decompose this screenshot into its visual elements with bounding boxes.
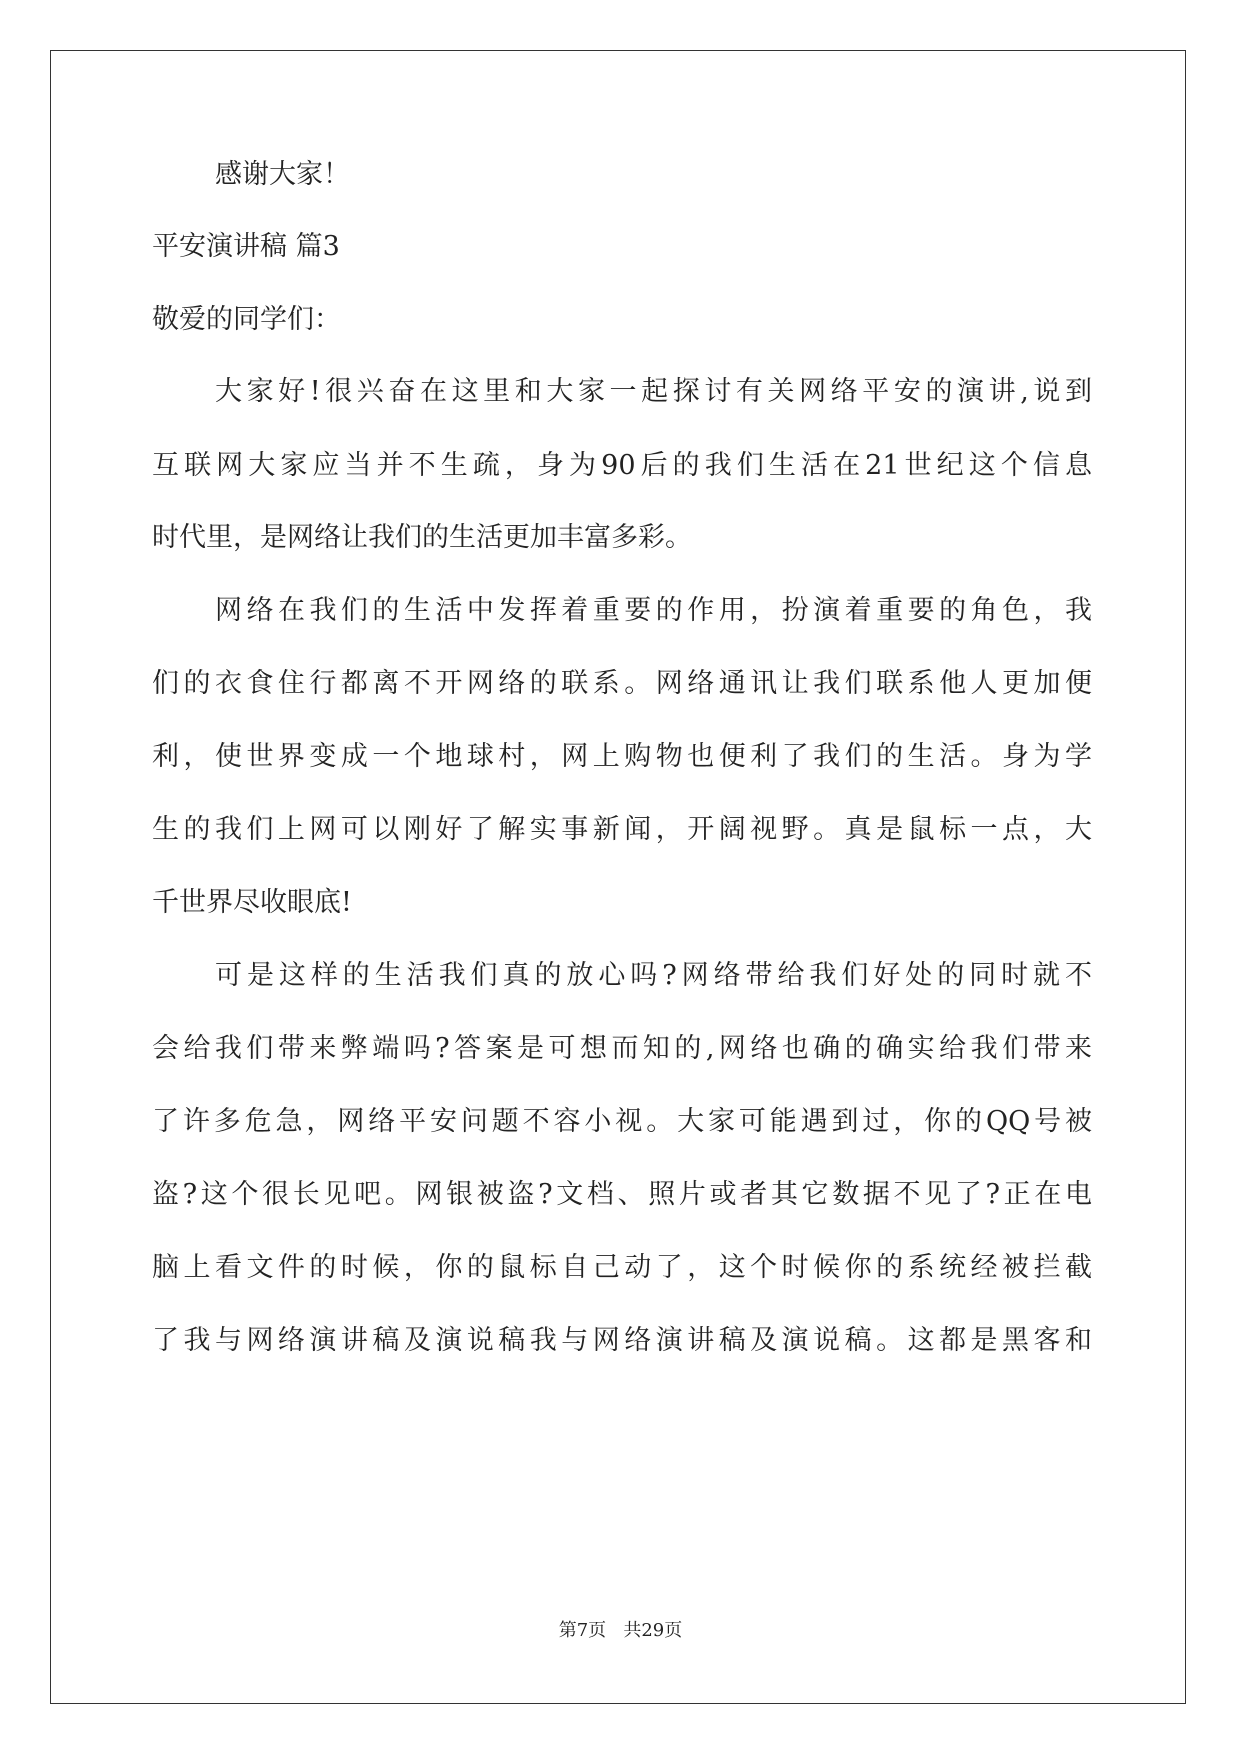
paragraph-line: 千世界尽收眼底! <box>152 887 352 918</box>
page-footer <box>0 1616 1241 1642</box>
paragraph-line: 利，使世界变成一个地球村，网上购物也便利了我们的生活。身为学 <box>152 741 1092 772</box>
paragraph-line: 们的衣食住行都离不开网络的联系。网络通讯让我们联系他人更加便 <box>152 668 1092 699</box>
paragraph-line: 大家好!很兴奋在这里和大家一起探讨有关网络平安的演讲,说到 <box>215 376 1092 407</box>
page-frame <box>50 50 1186 1704</box>
paragraph-line: 了我与网络演讲稿及演说稿我与网络演讲稿及演说稿。这都是黑客和 <box>152 1325 1092 1356</box>
paragraph-line: 脑上看文件的时候，你的鼠标自己动了，这个时候你的系统经被拦截 <box>152 1252 1092 1283</box>
page-number: 第7页 <box>558 1620 607 1641</box>
paragraph-line: 时代里，是网络让我们的生活更加丰富多彩。 <box>152 522 692 553</box>
paragraph-line: 网络在我们的生活中发挥着重要的作用，扮演着重要的角色，我 <box>215 595 1092 626</box>
salutation: 敬爱的同学们： <box>152 304 341 335</box>
section-heading: 平安演讲稿 篇3 <box>152 231 340 262</box>
paragraph-line: 了许多危急，网络平安问题不容小视。大家可能遇到过，你的QQ号被 <box>152 1106 1092 1137</box>
paragraph-line: 可是这样的生活我们真的放心吗?网络带给我们好处的同时就不 <box>215 960 1092 991</box>
page-total: 共29页 <box>623 1620 683 1641</box>
closing-line: 感谢大家！ <box>215 159 350 190</box>
paragraph-line: 盗?这个很长见吧。网银被盗?文档、照片或者其它数据不见了?正在电 <box>152 1179 1092 1210</box>
paragraph-line: 生的我们上网可以刚好了解实事新闻，开阔视野。真是鼠标一点，大 <box>152 814 1092 845</box>
paragraph-line: 互联网大家应当并不生疏，身为90后的我们生活在21世纪这个信息 <box>152 450 1092 481</box>
paragraph-line: 会给我们带来弊端吗?答案是可想而知的,网络也确的确实给我们带来 <box>152 1033 1092 1064</box>
